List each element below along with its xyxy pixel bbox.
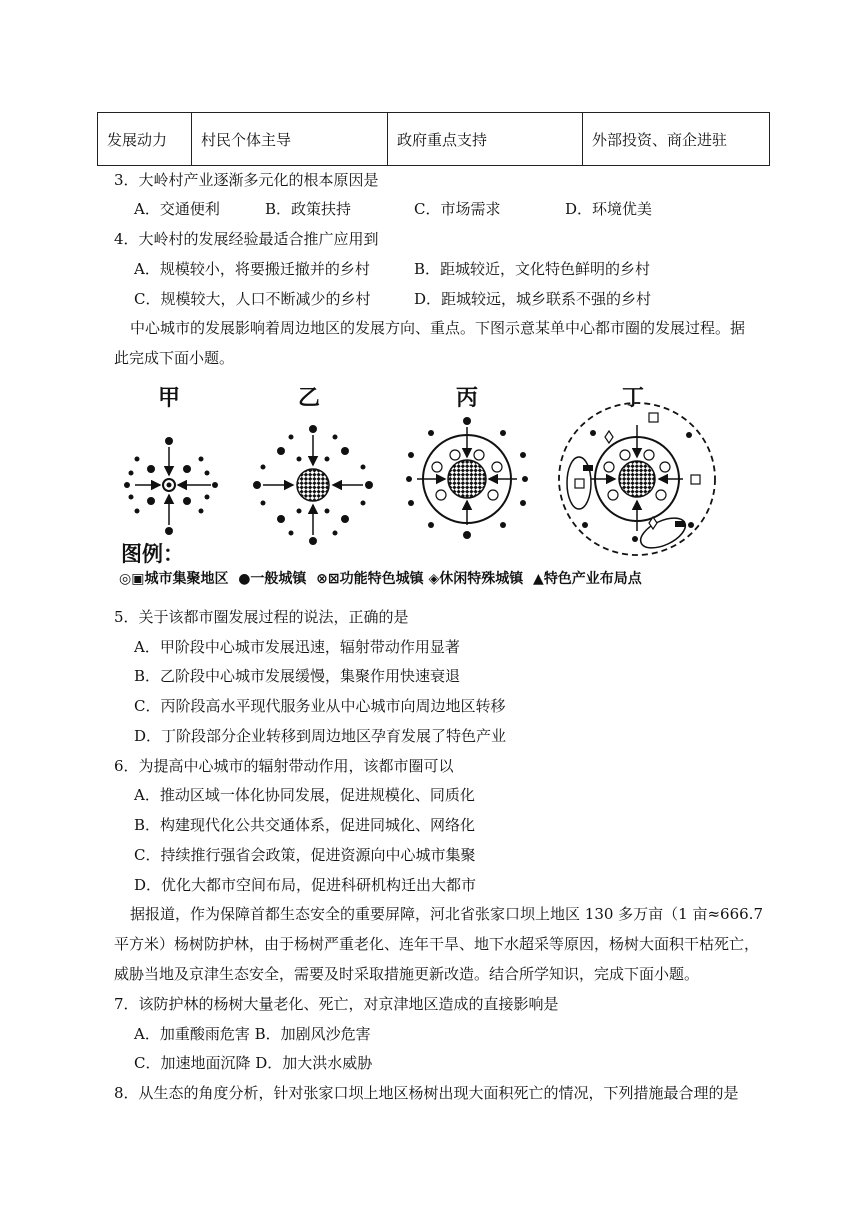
legend-item-leisure-town: 休闲特殊城镇 <box>439 571 524 587</box>
function-town-icon: ⊗⊠ <box>311 571 340 587</box>
stage-label-jia: 甲 <box>158 386 181 411</box>
intro2-line3: 威胁当地及京津生态安全，需要及时采取措施更新改造。结合所学知识，完成下面小题。 <box>114 965 700 983</box>
stage-label-yi: 乙 <box>298 386 321 411</box>
q3-option-b: B．政策扶持 <box>265 200 352 218</box>
table-cell: 发展动力 <box>98 113 192 166</box>
q5-option-a: A．甲阶段中心城市发展迅速，辐射带动作用显著 <box>134 638 460 656</box>
q3-option-a: A．交通便利 <box>134 200 220 218</box>
table-row <box>98 113 770 166</box>
q7-options-ab: A．加重酸雨危害 B．加剧风沙危害 <box>134 1025 371 1043</box>
intro1-line1: 中心城市的发展影响着周边地区的发展方向、重点。下图示意某单中心都市圈的发展过程。据 <box>130 319 746 337</box>
legend-item-function-town: 功能特色城镇 <box>339 571 424 587</box>
q6-option-d: D．优化大都市空间布局，促进科研机构迁出大都市 <box>134 876 477 894</box>
q4-option-d: D．距城较远，城乡联系不强的乡村 <box>414 290 652 308</box>
intro2-line2: 平方米）杨树防护林，由于杨树严重老化、连年干旱、地下水超采等原因，杨树大面积干枯死亡， <box>114 935 760 953</box>
table-cell: 政府重点支持 <box>388 113 583 166</box>
q5-stem: 5．关于该都市圈发展过程的说法，正确的是 <box>114 608 409 626</box>
q3-option-c: C．市场需求 <box>414 200 501 218</box>
table-cell: 外部投资、商企进驻 <box>583 113 770 166</box>
q4-option-a: A．规模较小，将要搬迁撤并的乡村 <box>134 260 370 278</box>
leisure-town-icon: ◈ <box>428 571 440 587</box>
legend-item-general-town: 一般城镇 <box>250 571 307 587</box>
legend <box>119 568 642 588</box>
legend-item-city-cluster: 城市集聚地区 <box>144 571 229 587</box>
q6-stem: 6．为提高中心城市的辐射带动作用，该都市圈可以 <box>114 757 454 775</box>
intro1-line2: 此完成下面小题。 <box>114 349 235 367</box>
intro2-line1: 据报道，作为保障首都生态安全的重要屏障，河北省张家口坝上地区 130 多万亩（1 亩≈666.7 <box>130 905 763 923</box>
q6-option-b: B．构建现代化公共交通体系，促进同城化、网络化 <box>134 816 476 834</box>
q4-option-b: B．距城较近，文化特色鲜明的乡村 <box>414 260 651 278</box>
metro-area-diagram <box>115 375 725 565</box>
stage-label-ding: 丁 <box>622 386 645 411</box>
q5-option-b: B．乙阶段中心城市发展缓慢，集聚作用快速衰退 <box>134 667 461 685</box>
stage-bing-diagram <box>406 417 528 539</box>
q6-option-c: C．持续推行强省会政策，促进资源向中心城市集聚 <box>134 846 476 864</box>
table-cell: 村民个体主导 <box>192 113 388 166</box>
stage-jia-diagram <box>124 437 218 535</box>
city-cluster-icon: ◎▣ <box>119 571 145 587</box>
q5-option-c: C．丙阶段高水平现代服务业从中心城市向周边地区转移 <box>134 697 506 715</box>
q7-stem: 7．该防护林的杨树大量老化、死亡，对京津地区造成的直接影响是 <box>114 995 559 1013</box>
q4-option-c: C．规模较大，人口不断减少的乡村 <box>134 290 371 308</box>
q3-option-d: D．环境优美 <box>565 200 653 218</box>
q3-stem: 3．大岭村产业逐渐多元化的根本原因是 <box>114 171 379 189</box>
stage-yi-diagram <box>253 425 373 545</box>
q8-stem: 8．从生态的角度分析，针对张家口坝上地区杨树出现大面积死亡的情况，下列措施最合理的是 <box>114 1084 739 1102</box>
industry-point-icon: ▲ <box>528 571 544 587</box>
town-dot-icon: ● <box>233 571 251 587</box>
q5-option-d: D．丁阶段部分企业转移到周边地区孕育发展了特色产业 <box>134 727 507 745</box>
legend-item-industry-point: 特色产业布局点 <box>543 571 642 587</box>
q6-option-a: A．推动区域一体化协同发展，促进规模化、同质化 <box>134 786 475 804</box>
stage-ding-diagram <box>559 403 715 555</box>
q4-stem: 4．大岭村的发展经验最适合推广应用到 <box>114 230 379 248</box>
development-table <box>97 112 770 166</box>
stage-label-bing: 丙 <box>456 386 479 411</box>
q7-options-cd: C．加速地面沉降 D．加大洪水威胁 <box>134 1054 373 1072</box>
legend-title: 图例： <box>121 542 184 566</box>
